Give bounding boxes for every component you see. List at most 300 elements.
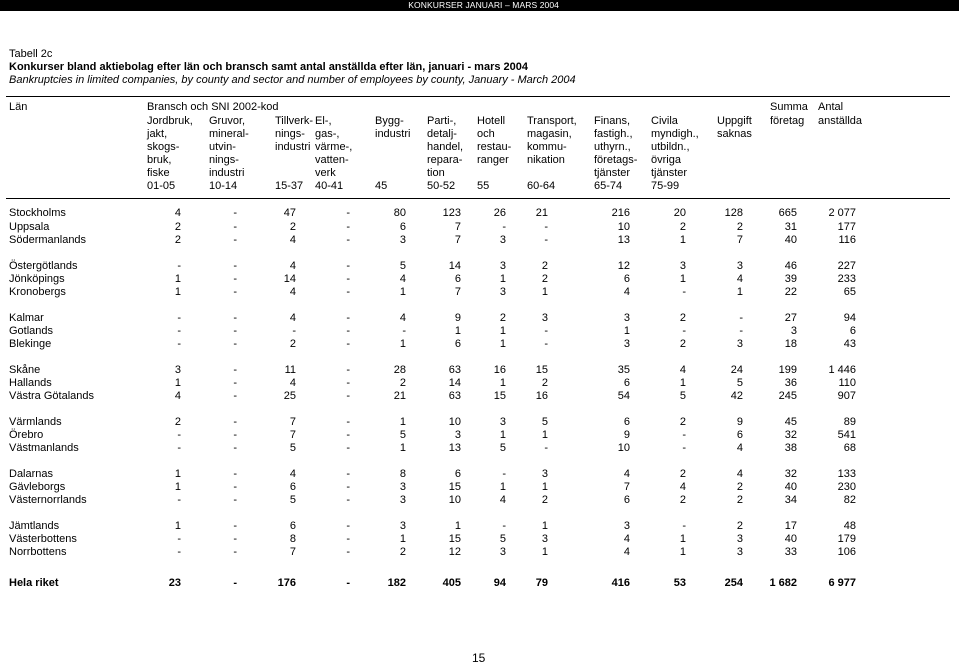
county-name: Jämtlands — [9, 520, 60, 532]
cell-value: 1 — [499, 481, 506, 493]
cell-value: - — [346, 260, 350, 272]
cell-value: 1 — [679, 234, 686, 246]
column-header-line: jakt, — [147, 128, 168, 141]
county-name: Södermanlands — [9, 234, 87, 246]
cell-value: 2 — [679, 494, 686, 506]
cell-value: 12 — [617, 260, 630, 272]
cell-value: 6 — [736, 429, 743, 441]
cell-value: 6 — [623, 273, 630, 285]
cell-value: 10 — [448, 494, 461, 506]
cell-value: - — [346, 207, 350, 219]
cell-value: 7 — [454, 286, 461, 298]
cell-value: - — [177, 429, 181, 441]
cell-value: 5 — [289, 442, 296, 454]
column-header-12 — [770, 115, 804, 128]
column-header-line: Finans, — [594, 115, 631, 127]
cell-value: 5 — [541, 416, 548, 428]
sni-code: 75-99 — [651, 180, 680, 192]
cell-value: - — [346, 520, 350, 532]
cell-value: 3 — [499, 260, 506, 272]
cell-value: 416 — [611, 577, 630, 589]
cell-value: 13 — [617, 234, 630, 246]
cell-value: 25 — [283, 390, 296, 402]
cell-value: - — [233, 520, 237, 532]
column-header-13 — [818, 115, 862, 128]
cell-value: - — [233, 481, 237, 493]
cell-value: - — [177, 494, 181, 506]
cell-value: 3 — [736, 338, 743, 350]
cell-value: 4 — [736, 273, 743, 285]
table-row — [0, 286, 959, 299]
cell-value: - — [682, 286, 686, 298]
cell-value: 230 — [837, 481, 856, 493]
cell-value: 82 — [843, 494, 856, 506]
cell-value: 1 — [541, 546, 548, 558]
column-header-line: Gruvor, — [209, 115, 246, 127]
column-header-2 — [209, 115, 249, 180]
cell-value: 5 — [736, 377, 743, 389]
cell-value: - — [402, 325, 406, 337]
cell-value: 89 — [843, 416, 856, 428]
cell-value: 1 — [499, 429, 506, 441]
column-header-line: industri — [275, 141, 311, 154]
cell-value: 15 — [535, 364, 548, 376]
county-name: Östergötlands — [9, 260, 78, 272]
cell-value: 4 — [623, 546, 630, 558]
cell-value: - — [346, 481, 350, 493]
cell-value: - — [292, 325, 296, 337]
cell-value: 3 — [736, 533, 743, 545]
table-row — [0, 416, 959, 429]
column-header-5 — [375, 115, 410, 141]
cell-value: 5 — [289, 494, 296, 506]
table-row — [0, 273, 959, 286]
cell-value: - — [346, 273, 350, 285]
cell-value: 3 — [790, 325, 797, 337]
column-header-line: handel, — [427, 141, 464, 154]
county-name: Dalarnas — [9, 468, 54, 480]
cell-value: 1 682 — [769, 577, 797, 589]
cell-value: 1 — [541, 429, 548, 441]
cell-value: 216 — [611, 207, 630, 219]
cell-value: 1 — [499, 273, 506, 285]
cell-value: 94 — [493, 577, 506, 589]
cell-value: 5 — [679, 390, 686, 402]
column-header-line: nings- — [209, 154, 239, 167]
county-name: Stockholms — [9, 207, 66, 219]
cell-value: 133 — [837, 468, 856, 480]
cell-value: 3 — [499, 234, 506, 246]
cell-value: 36 — [784, 377, 797, 389]
cell-value: - — [682, 325, 686, 337]
cell-value: 5 — [499, 533, 506, 545]
county-name: Värmlands — [9, 416, 62, 428]
cell-value: 6 — [454, 338, 461, 350]
column-header-10 — [651, 115, 699, 180]
cell-value: 7 — [289, 546, 296, 558]
cell-value: 4 — [289, 377, 296, 389]
cell-value: 16 — [493, 364, 506, 376]
cell-value: 1 — [679, 377, 686, 389]
cell-value: - — [682, 429, 686, 441]
cell-value: 2 — [399, 377, 406, 389]
cell-value: 43 — [843, 338, 856, 350]
cell-value: - — [502, 468, 506, 480]
sni-code: 50-52 — [427, 180, 456, 192]
cell-value: 38 — [784, 442, 797, 454]
cell-value: 4 — [679, 364, 686, 376]
cell-value: 3 — [541, 468, 548, 480]
cell-value: 176 — [277, 577, 296, 589]
cell-value: 245 — [778, 390, 797, 402]
cell-value: 54 — [617, 390, 630, 402]
county-name: Västerbottens — [9, 533, 77, 545]
column-header-line: och — [477, 128, 495, 141]
column-header-line: ranger — [477, 154, 509, 167]
cell-value: 2 — [736, 221, 743, 233]
cell-value: 7 — [289, 416, 296, 428]
cell-value: 32 — [784, 468, 797, 480]
cell-value: - — [346, 325, 350, 337]
cell-value: 4 — [289, 286, 296, 298]
cell-value: - — [346, 577, 350, 589]
column-header-8 — [527, 115, 577, 167]
cell-value: - — [233, 577, 237, 589]
cell-value: 1 — [541, 481, 548, 493]
column-header-line: utbildn., — [651, 141, 690, 154]
cell-value: 17 — [784, 520, 797, 532]
cell-value: 4 — [174, 390, 181, 402]
cell-value: - — [502, 520, 506, 532]
cell-value: 46 — [784, 260, 797, 272]
cell-value: 10 — [617, 221, 630, 233]
cell-value: 4 — [289, 312, 296, 324]
cell-value: 110 — [838, 377, 856, 389]
cell-value: 2 — [736, 481, 743, 493]
cell-value: 9 — [454, 312, 461, 324]
cell-value: 1 — [174, 377, 181, 389]
table-row — [0, 390, 959, 403]
cell-value: 15 — [448, 481, 461, 493]
cell-value: 106 — [837, 546, 856, 558]
cell-value: 4 — [679, 481, 686, 493]
cell-value: - — [233, 234, 237, 246]
cell-value: 6 — [454, 273, 461, 285]
cell-value: 3 — [541, 533, 548, 545]
cell-value: 1 — [541, 520, 548, 532]
cell-value: 1 — [174, 481, 181, 493]
column-header-line: Civila — [651, 115, 678, 127]
cell-value: 42 — [730, 390, 743, 402]
cell-value: 6 — [399, 221, 406, 233]
cell-value: 6 — [289, 520, 296, 532]
cell-value: 2 — [174, 234, 181, 246]
cell-value: 35 — [617, 364, 630, 376]
cell-value: - — [233, 377, 237, 389]
cell-value: - — [739, 312, 743, 324]
running-header-title: KONKURSER JANUARI – MARS 2004 — [408, 0, 559, 10]
cell-value: 2 — [541, 494, 548, 506]
column-header-line: nikation — [527, 154, 565, 167]
cell-value: 14 — [448, 260, 461, 272]
cell-value: 13 — [448, 442, 461, 454]
cell-value: - — [346, 221, 350, 233]
cell-value: 3 — [399, 520, 406, 532]
cell-value: 405 — [442, 577, 461, 589]
cell-value: 40 — [784, 481, 797, 493]
cell-value: - — [233, 468, 237, 480]
table-row — [0, 481, 959, 494]
column-header-line: industri — [375, 128, 411, 141]
county-name: Västernorrlands — [9, 494, 87, 506]
cell-value: 2 — [399, 546, 406, 558]
cell-value: - — [346, 390, 350, 402]
cell-value: 182 — [387, 577, 406, 589]
column-header-line: fiske — [147, 167, 170, 180]
table-row — [0, 520, 959, 533]
cell-value: 1 — [399, 286, 406, 298]
column-header-line: El-, — [315, 115, 332, 127]
column-header-line: industri — [209, 167, 245, 180]
cell-value: 3 — [499, 546, 506, 558]
column-header-line: fastigh., — [594, 128, 633, 141]
column-header-line: vatten- — [315, 154, 349, 167]
column-header-line: mineral- — [209, 128, 249, 141]
cell-value: 3 — [174, 364, 181, 376]
cell-value: 3 — [454, 429, 461, 441]
column-header-line: anställda — [818, 115, 863, 127]
cell-value: 6 — [289, 481, 296, 493]
cell-value: - — [233, 273, 237, 285]
cell-value: 10 — [617, 442, 630, 454]
cell-value: - — [233, 494, 237, 506]
column-header-line: utvin- — [209, 141, 236, 154]
table-row — [0, 377, 959, 390]
cell-value: 4 — [736, 442, 743, 454]
table-row — [0, 546, 959, 559]
cell-value: 2 — [174, 221, 181, 233]
cell-value: - — [346, 312, 350, 324]
cell-value: 4 — [399, 273, 406, 285]
table-row — [0, 442, 959, 455]
cell-value: 14 — [448, 377, 461, 389]
column-header-line: företags- — [594, 154, 638, 167]
table-row — [0, 468, 959, 481]
cell-value: 63 — [448, 390, 461, 402]
cell-value: - — [233, 325, 237, 337]
cell-value: 4 — [289, 260, 296, 272]
county-name: Kalmar — [9, 312, 44, 324]
cell-value: 3 — [399, 234, 406, 246]
cell-value: 12 — [448, 546, 461, 558]
cell-value: 116 — [838, 234, 856, 246]
cell-value: 1 — [499, 338, 506, 350]
cell-value: 3 — [623, 338, 630, 350]
column-header-line: repara- — [427, 154, 463, 167]
county-name: Jönköpings — [9, 273, 65, 285]
cell-value: 1 — [679, 533, 686, 545]
cell-value: - — [177, 325, 181, 337]
county-heading: Län — [9, 101, 28, 113]
cell-value: 4 — [289, 468, 296, 480]
county-name: Västmanlands — [9, 442, 79, 454]
sni-code: 55 — [477, 180, 490, 192]
cell-value: 7 — [454, 234, 461, 246]
cell-value: - — [177, 338, 181, 350]
column-header-line: saknas — [717, 128, 752, 141]
cell-value: 14 — [283, 273, 296, 285]
cell-value: 1 — [174, 520, 181, 532]
cell-value: - — [682, 520, 686, 532]
cell-value: 2 — [289, 338, 296, 350]
column-header-line: Hotell — [477, 115, 506, 127]
cell-value: 18 — [784, 338, 797, 350]
cell-value: 541 — [837, 429, 856, 441]
cell-value: - — [346, 338, 350, 350]
cell-value: 63 — [448, 364, 461, 376]
sni-code: 45 — [375, 180, 388, 192]
column-header-line: tjänster — [651, 167, 688, 180]
cell-value: - — [682, 442, 686, 454]
cell-value: - — [502, 221, 506, 233]
cell-value: - — [177, 312, 181, 324]
column-header-line: nings- — [275, 128, 305, 141]
cell-value: 2 — [679, 338, 686, 350]
column-header-line: tion — [427, 167, 445, 180]
cell-value: 8 — [289, 533, 296, 545]
cell-value: 23 — [168, 577, 181, 589]
cell-value: 2 — [541, 260, 548, 272]
column-header-1 — [147, 115, 193, 180]
cell-value: 1 — [174, 273, 181, 285]
cell-value: 1 — [499, 325, 506, 337]
table-row — [0, 429, 959, 442]
cell-value: 47 — [283, 207, 296, 219]
cell-value: 24 — [730, 364, 743, 376]
cell-value: 1 — [541, 286, 548, 298]
cell-value: - — [544, 234, 548, 246]
cell-value: 1 — [399, 533, 406, 545]
cell-value: 3 — [399, 494, 406, 506]
column-header-line: myndigh., — [651, 128, 699, 141]
table-label: Tabell 2c — [9, 48, 53, 60]
column-header-line: verk — [315, 167, 336, 180]
cell-value: - — [739, 325, 743, 337]
cell-value: 254 — [724, 577, 743, 589]
cell-value: - — [233, 207, 237, 219]
column-header-line: gas-, — [315, 128, 340, 141]
table-subtitle: Bankruptcies in limited companies, by county and sector and number of employees by county, January - March 2004 — [9, 74, 576, 86]
column-header-11 — [717, 115, 752, 141]
county-name: Örebro — [9, 429, 44, 441]
cell-value: - — [346, 429, 350, 441]
cell-value: 15 — [493, 390, 506, 402]
cell-value: 2 — [679, 468, 686, 480]
cell-value: - — [346, 416, 350, 428]
county-name: Blekinge — [9, 338, 52, 350]
cell-value: 1 — [623, 325, 630, 337]
column-header-line: restau- — [477, 141, 512, 154]
column-header-3 — [275, 115, 313, 154]
cell-value: - — [233, 312, 237, 324]
cell-value: 4 — [499, 494, 506, 506]
cell-value: 227 — [837, 260, 856, 272]
cell-value: - — [233, 364, 237, 376]
sni-code: 60-64 — [527, 180, 556, 192]
antal-heading: Antal — [818, 101, 844, 113]
cell-value: 45 — [784, 416, 797, 428]
cell-value: 6 — [623, 377, 630, 389]
cell-value: 4 — [623, 468, 630, 480]
cell-value: 3 — [736, 546, 743, 558]
cell-value: 80 — [393, 207, 406, 219]
cell-value: 179 — [837, 533, 856, 545]
cell-value: - — [233, 390, 237, 402]
county-name: Gotlands — [9, 325, 54, 337]
cell-value: 53 — [673, 577, 686, 589]
header-rule — [6, 198, 950, 199]
column-header-line: Tillverk- — [275, 115, 314, 127]
cell-value: 32 — [784, 429, 797, 441]
column-header-7 — [477, 115, 511, 167]
cell-value: - — [177, 546, 181, 558]
column-header-line: detalj- — [427, 128, 457, 141]
cell-value: 68 — [843, 442, 856, 454]
cell-value: 3 — [623, 312, 630, 324]
cell-value: 7 — [454, 221, 461, 233]
cell-value: - — [544, 442, 548, 454]
top-rule — [6, 96, 950, 97]
sni-code: 15-37 — [275, 180, 304, 192]
cell-value: - — [346, 468, 350, 480]
table-row — [0, 364, 959, 377]
total-row — [0, 577, 959, 590]
sni-code: 01-05 — [147, 180, 176, 192]
cell-value: 1 — [736, 286, 743, 298]
cell-value: - — [233, 416, 237, 428]
cell-value: 3 — [541, 312, 548, 324]
cell-value: - — [346, 364, 350, 376]
county-name: Hela riket — [9, 577, 59, 589]
cell-value: 8 — [399, 468, 406, 480]
cell-value: 94 — [843, 312, 856, 324]
cell-value: - — [346, 533, 350, 545]
column-header-line: skogs- — [147, 141, 180, 154]
column-header-6 — [427, 115, 463, 180]
cell-value: 15 — [448, 533, 461, 545]
cell-value: 6 — [623, 416, 630, 428]
county-name: Kronobergs — [9, 286, 66, 298]
sector-heading: Bransch och SNI 2002-kod — [147, 101, 279, 113]
column-header-line: magasin, — [527, 128, 572, 141]
cell-value: 34 — [784, 494, 797, 506]
cell-value: 1 — [399, 338, 406, 350]
cell-value: - — [177, 260, 181, 272]
county-name: Norrbottens — [9, 546, 67, 558]
cell-value: 6 — [454, 468, 461, 480]
column-header-line: uthyrn., — [594, 141, 631, 154]
cell-value: 40 — [784, 234, 797, 246]
cell-value: - — [177, 533, 181, 545]
cell-value: - — [346, 234, 350, 246]
cell-value: 27 — [784, 312, 797, 324]
cell-value: 7 — [289, 429, 296, 441]
cell-value: 233 — [837, 273, 856, 285]
cell-value: 2 — [679, 312, 686, 324]
cell-value: 2 — [499, 312, 506, 324]
cell-value: 48 — [843, 520, 856, 532]
cell-value: 1 — [679, 546, 686, 558]
